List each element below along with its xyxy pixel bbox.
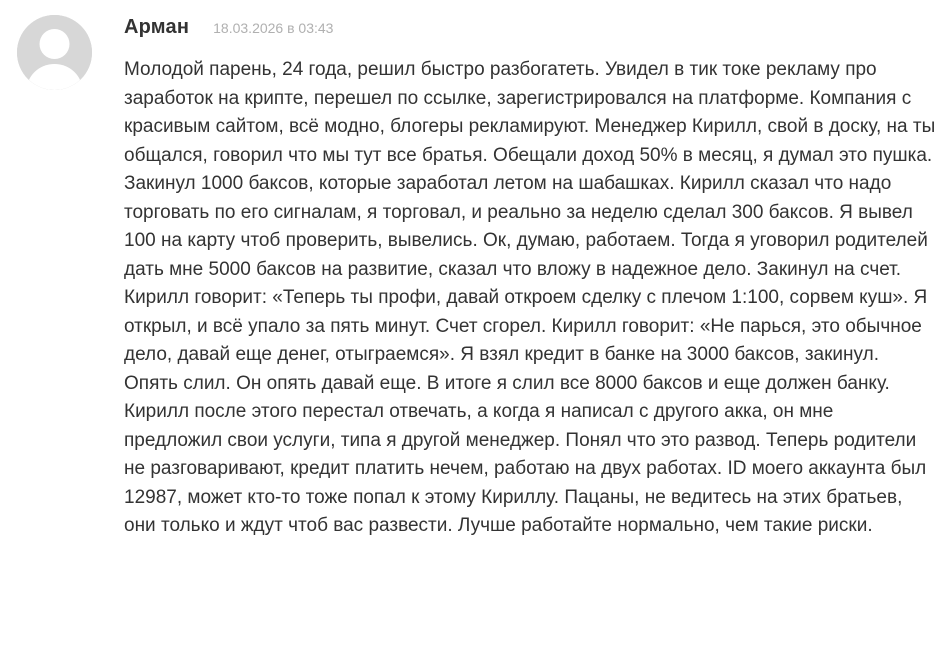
comment-meta xyxy=(124,16,333,44)
comment-text: Молодой парень, 24 года, решил быстро разбогатеть. Увидел в тик токе рекламу про заработок на крипте, перешел по ссылке, зарегистрировался на платформе. Компания с красивым сайтом, всё модно, блогеры рекламируют. Менеджер Кирилл, свой в доску, на ты общался, говорил что мы тут все братья. Обещали доход 50% в месяц, я думал это пушка. Закинул 1000 баксов, которые заработал летом на шабашках. Кирилл сказал что надо торговать по его сигналам, я торговал, и реально за неделю сделал 300 баксов. Я вывел 100 на карту чтоб проверить, вывелись. Ок, думаю, работаем. Тогда я уговорил родителей дать мне 5000 баксов на развитие, сказал что вложу в надежное дело. Закинул на счет. Кирилл говорит: «Теперь ты профи, давай откроем сделку с плечом 1:100, сорвем куш». Я открыл, и всё упало за пять минут. Счет сгорел. Кирилл говорит: «Не парься, это обычное дело, давай еще денег, отыграемся». Я взял кредит в банке на 3000 баксов, закинул. Опять слил. Он опять давай еще. В итоге я слил все 8000 баксов и еще должен банку. Кирилл после этого перестал отвечать, а когда я написал с другого акка, он мне предложил свои услуги, типа я другой менеджер. Понял что это развод. Теперь родители не разговаривают, кредит платить нечем, работаю на двух работах. ID моего аккаунта был 12987, может кто-то тоже попал к этому Кириллу. Пацаны, не ведитесь на этих братьев, они только и ждут чтоб вас развести. Лучше работайте нормально, чем такие риски. xyxy=(124,59,936,536)
user-placeholder-icon xyxy=(17,15,92,90)
avatar[interactable] xyxy=(17,15,92,90)
comment-author[interactable]: Арман xyxy=(124,16,190,38)
comment-date[interactable]: 18.03.2026 в 03:43 xyxy=(213,20,334,36)
